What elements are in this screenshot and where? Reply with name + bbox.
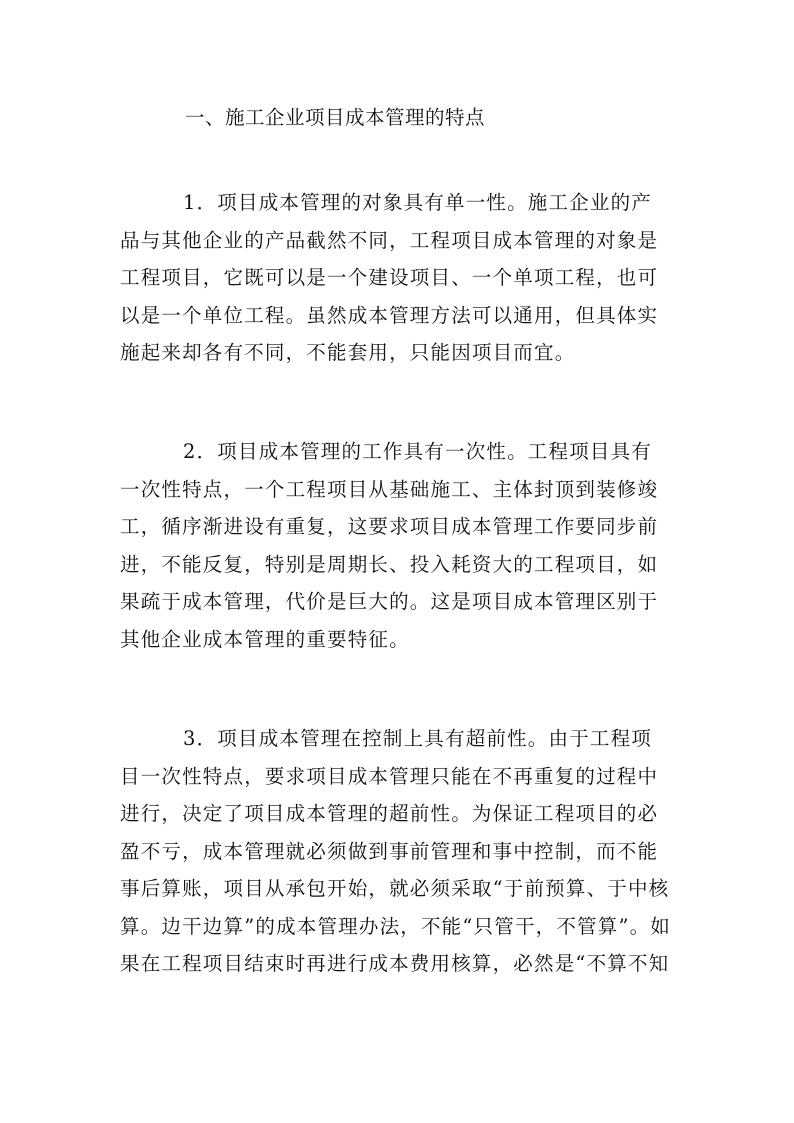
paragraph-line: 以是一个单位工程。虽然成本管理方法可以通用，但具体实 — [120, 303, 659, 327]
paragraph-line: 2．项目成本管理的工作具有一次性。工程项目具有 — [183, 440, 653, 463]
paragraph-line: 1．项目成本管理的对象具有单一性。施工企业的产 — [183, 191, 653, 214]
paragraph-line: 一次性特点，一个工程项目从基础施工、主体封顶到装修竣 — [120, 477, 659, 501]
paragraph-2 — [120, 433, 680, 658]
section-heading: 一、施工企业项目成本管理的特点 — [185, 106, 486, 129]
paragraph-line: 进，不能反复，特别是周期长、投入耗资大的工程项目，如 — [120, 552, 659, 576]
paragraph-line: 进行，决定了项目成本管理的超前性。为保证工程项目的必 — [120, 802, 659, 825]
paragraph-line: 果疏于成本管理，代价是巨大的。这是项目成本管理区别于 — [120, 590, 659, 613]
paragraph-line: 3．项目成本管理在控制上具有超前性。由于工程项 — [183, 727, 653, 750]
paragraph-line: 工，循序渐进设有重复，这要求项目成本管理工作要同步前 — [120, 515, 659, 538]
paragraph-3 — [120, 720, 680, 983]
paragraph-line: 品与其他企业的产品截然不同，工程项目成本管理的对象是 — [120, 228, 659, 252]
paragraph-line: 其他企业成本管理的重要特征。 — [120, 627, 410, 651]
paragraph-line: 施起来却各有不同，不能套用，只能因项目而宜。 — [120, 341, 576, 364]
paragraph-line: 果在工程项目结束时再进行成本费用核算，必然是“不算不知 — [120, 952, 670, 975]
paragraph-1 — [120, 184, 680, 372]
paragraph-line: 工程项目，它既可以是一个建设项目、一个单项工程，也可 — [120, 266, 659, 289]
paragraph-line: 事后算账，项目从承包开始，就必须采取“于前预算、于中核 — [120, 877, 670, 900]
paragraph-line: 盈不亏，成本管理就必须做到事前管理和事中控制，而不能 — [120, 839, 659, 863]
paragraph-line: 目一次性特点，要求项目成本管理只能在不再重复的过程中 — [120, 764, 659, 788]
paragraph-line: 算。边干边算”的成本管理办法，不能“只管干，不管算”。如 — [120, 914, 672, 938]
